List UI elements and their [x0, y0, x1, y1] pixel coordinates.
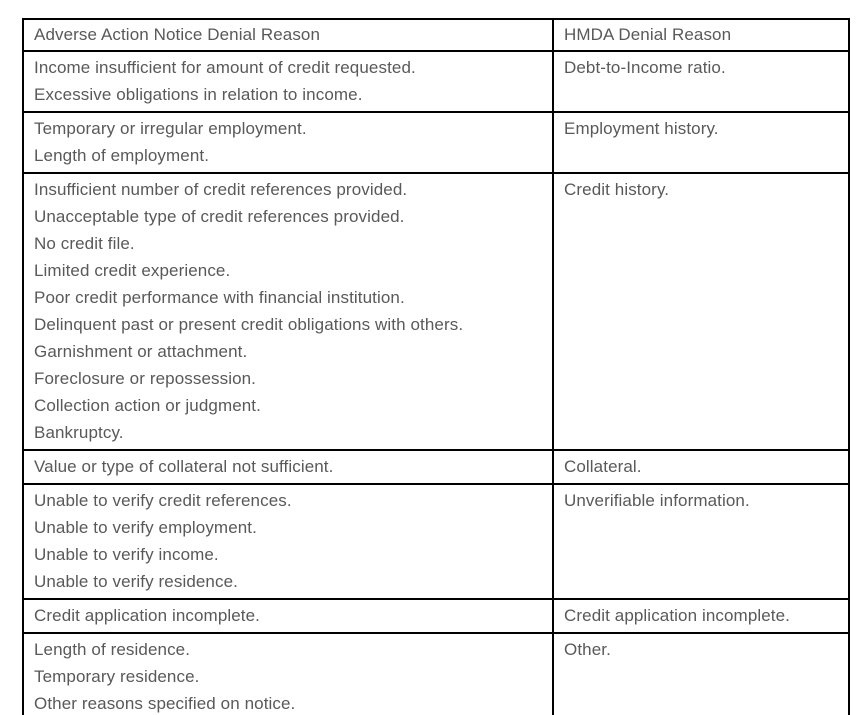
reason-line: Limited credit experience.: [34, 261, 231, 280]
reason-line: Collection action or judgment.: [34, 396, 261, 415]
reason-line: Unable to verify credit references.: [34, 491, 292, 510]
adverse-reasons-cell: [23, 599, 553, 633]
hmda-reason-cell: Credit application incomplete.: [553, 599, 849, 633]
adverse-reasons-cell: [23, 450, 553, 484]
reason-line: Length of residence.: [34, 640, 191, 659]
reason-line: Unable to verify residence.: [34, 572, 238, 591]
reason-line: Poor credit performance with financial institution.: [34, 288, 405, 307]
hmda-reason-cell: Debt-to-Income ratio.: [553, 51, 849, 112]
hmda-reason-cell: Other.: [553, 633, 849, 715]
reason-line: Other reasons specified on notice.: [34, 694, 296, 713]
adverse-reasons-cell: [23, 173, 553, 450]
table-row-unverifiable-information: [23, 484, 849, 599]
column-header-hmda: HMDA Denial Reason: [553, 19, 849, 51]
reason-line: Unable to verify income.: [34, 545, 219, 564]
reason-line: No credit file.: [34, 234, 135, 253]
table-row-collateral: [23, 450, 849, 484]
hmda-reason-cell: Unverifiable information.: [553, 484, 849, 599]
denial-reason-mapping-table: [22, 18, 850, 715]
reason-line: Credit application incomplete.: [34, 606, 261, 625]
document-page: [0, 18, 863, 715]
table-row-credit-application-incomplete: [23, 599, 849, 633]
reason-line: Delinquent past or present credit obligations with others.: [34, 315, 464, 334]
reason-line: Temporary residence.: [34, 667, 200, 686]
header-row: [23, 19, 849, 51]
reason-line: Value or type of collateral not sufficient.: [34, 457, 334, 476]
hmda-reason-cell: Collateral.: [553, 450, 849, 484]
reason-line: Unacceptable type of credit references provided.: [34, 207, 405, 226]
reason-line: Garnishment or attachment.: [34, 342, 248, 361]
reason-line: Temporary or irregular employment.: [34, 119, 307, 138]
table-row-credit-history: [23, 173, 849, 450]
reason-line: Income insufficient for amount of credit requested.: [34, 58, 416, 77]
adverse-reasons-cell: [23, 633, 553, 715]
reason-line: Bankruptcy.: [34, 423, 124, 442]
adverse-reasons-cell: [23, 484, 553, 599]
adverse-reasons-cell: [23, 51, 553, 112]
reason-line: Length of employment.: [34, 146, 210, 165]
adverse-reasons-cell: [23, 112, 553, 173]
reason-line: Unable to verify employment.: [34, 518, 257, 537]
reason-line: Insufficient number of credit references provided.: [34, 180, 408, 199]
hmda-reason-cell: Credit history.: [553, 173, 849, 450]
reason-line: Excessive obligations in relation to income.: [34, 85, 363, 104]
reason-line: Foreclosure or repossession.: [34, 369, 257, 388]
column-header-adverse-action: Adverse Action Notice Denial Reason: [23, 19, 553, 51]
table-row-employment-history: [23, 112, 849, 173]
table-row-debt-to-income: [23, 51, 849, 112]
table-row-other: [23, 633, 849, 715]
hmda-reason-cell: Employment history.: [553, 112, 849, 173]
